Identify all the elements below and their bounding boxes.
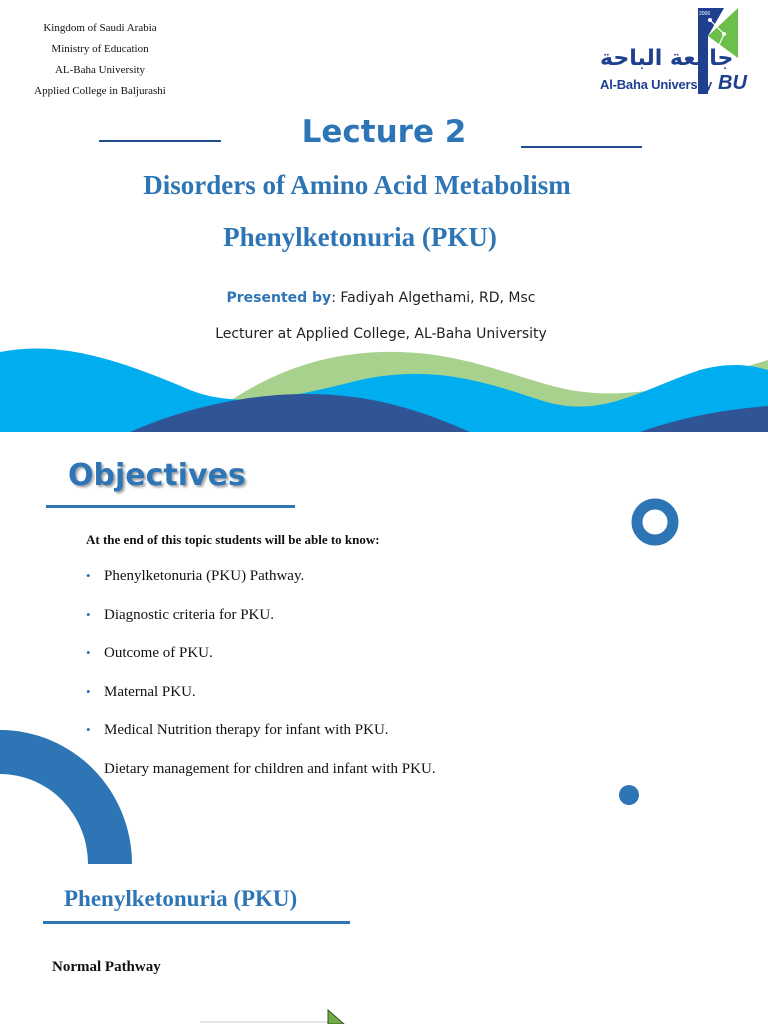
slide-title-line1: Disorders of Amino Acid Metabolism — [143, 170, 571, 200]
bullet-icon: • — [86, 683, 91, 699]
logo-year: 2006 — [699, 11, 711, 17]
logo-arabic-text: جامعة الباحة — [600, 46, 734, 71]
list-item: • Diagnostic criteria for PKU. — [86, 606, 274, 623]
slide-title-line2: Phenylketonuria (PKU) — [223, 222, 497, 252]
university-logo — [596, 6, 746, 98]
bullet-icon: • — [86, 606, 91, 622]
list-item: • Phenylketonuria (PKU) Pathway. — [86, 568, 305, 584]
institution-line: Applied College in Baljurashi — [34, 85, 166, 97]
presenter-line — [0, 290, 762, 306]
presenter-label: Presented by — [226, 290, 332, 306]
normal-pathway-label: Normal Pathway — [52, 959, 161, 975]
pku-rule — [43, 921, 350, 924]
list-item: • Maternal PKU. — [86, 683, 196, 700]
bullet-icon: • — [86, 722, 91, 737]
objectives-title: Objectives — [68, 458, 246, 493]
presenter-name: : Fadiyah Algethami, RD, Msc — [331, 290, 536, 306]
objectives-rule — [46, 505, 295, 508]
pku-title: Phenylketonuria (PKU) — [64, 886, 298, 911]
objectives-intro: At the end of this topic students will be able to know: — [86, 532, 380, 547]
institution-line: Kingdom of Saudi Arabia — [43, 22, 157, 34]
logo-bu-text: BU — [718, 72, 747, 94]
ring-decoration — [637, 504, 673, 540]
title-slide — [0, 0, 768, 432]
objectives-list — [86, 568, 436, 799]
list-item: • Outcome of PKU. — [86, 645, 213, 661]
wave-decoration — [0, 340, 768, 432]
list-item: • Medical Nutrition therapy for infant with PKU. — [86, 722, 389, 738]
bullet-icon: • — [86, 760, 91, 776]
pathway-arrow-icon — [200, 1008, 350, 1024]
bullet-icon: • — [86, 645, 91, 660]
lecturer-line: Lecturer at Applied College, AL-Baha University — [215, 326, 547, 342]
institution-line: AL-Baha University — [54, 64, 146, 76]
institution-block — [20, 18, 180, 102]
dot-decoration — [619, 785, 639, 805]
bullet-icon: • — [86, 568, 91, 583]
institution-line: Ministry of Education — [51, 43, 149, 55]
list-item: • Dietary management for children and infant with PKU. — [86, 760, 436, 777]
logo-english-text: Al-Baha University — [600, 77, 712, 92]
lecture-number: Lecture 2 — [301, 114, 467, 150]
